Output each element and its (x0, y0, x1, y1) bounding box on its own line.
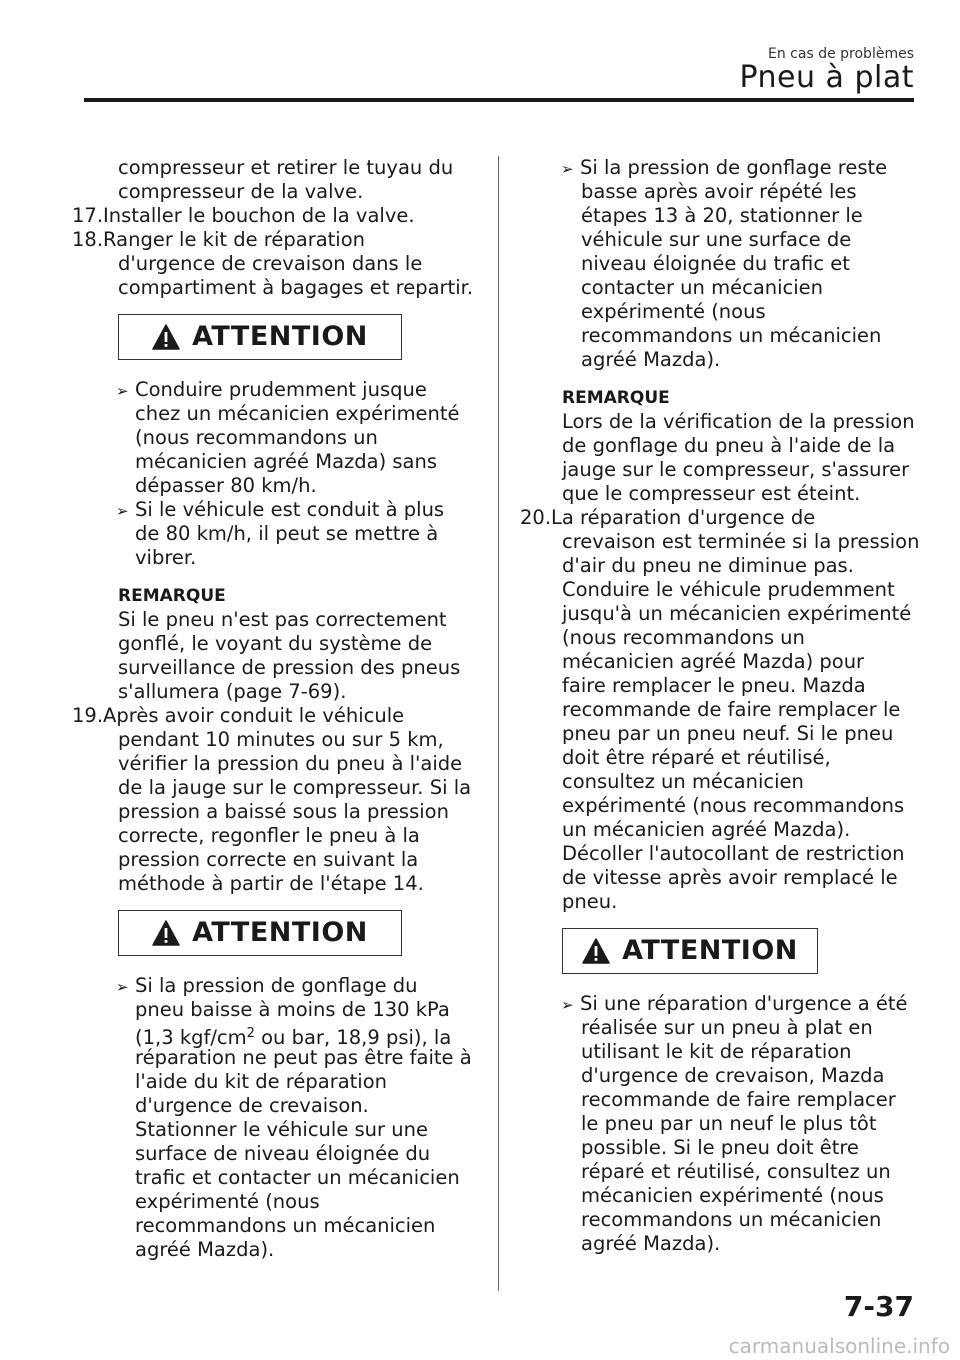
text-line: pneu par un pneu neuf. Si le pneu (562, 722, 894, 745)
bullet-item (72, 378, 472, 402)
text-line: recommandons un mécanicien (581, 324, 882, 347)
text-line: (nous recommandons un (135, 426, 378, 449)
bullet-item (72, 974, 472, 998)
text-line: niveau éloignée du trafic et (581, 252, 850, 275)
bullet-text: Si la pression de gonflage du (135, 974, 418, 997)
text-line: de gonflage du pneu à l'aide de la (562, 434, 896, 457)
text-line: basse après avoir répété les (581, 180, 857, 203)
text-line: d'urgence de crevaison dans le (118, 252, 423, 275)
text-line: utilisant le kit de réparation (581, 1040, 852, 1063)
text-line: doit être réparé et réutilisé, (562, 746, 831, 769)
text-line: jusqu'à un mécanicien expérimenté (562, 602, 912, 625)
text-line: agréé Mazda). (135, 1238, 275, 1261)
attention-box (118, 314, 402, 360)
text-line: véhicule sur une surface de (581, 228, 852, 251)
text-line: réparé et réutilisé, consultez un (581, 1160, 891, 1183)
text-line: contacter un mécanicien (581, 276, 824, 299)
left-column (72, 156, 472, 1262)
text-line: de la jauge sur le compresseur. Si la (118, 776, 472, 799)
text-line: jauge sur le compresseur, s'assurer (562, 458, 910, 481)
arrow-bullet-icon: ➢ (116, 382, 129, 400)
right-column (520, 156, 920, 1256)
attention-label: ATTENTION (192, 917, 368, 948)
watermark: carmanualsonline.info (728, 1334, 950, 1358)
spacer (72, 570, 472, 584)
step-text: Installer le bouchon de la valve. (103, 204, 415, 227)
attention-label: ATTENTION (622, 935, 798, 966)
text-line: un mécanicien agréé Mazda). (562, 818, 851, 841)
arrow-bullet-icon: ➢ (116, 978, 129, 996)
text-line: correcte, regonfler le pneu à la (118, 824, 420, 847)
text-line: consultez un mécanicien (562, 770, 804, 793)
text-line: Décoller l'autocollant de restriction (562, 842, 905, 865)
text-fragment: (1,3 kgf/cm (135, 1026, 247, 1049)
text-line: (nous recommandons un (562, 626, 805, 649)
step-number: 20. (520, 506, 552, 529)
step-number: 19. (72, 704, 104, 727)
arrow-bullet-icon: ➢ (561, 996, 574, 1014)
text-line: recommandons un mécanicien (135, 1214, 436, 1237)
step-17 (72, 204, 472, 228)
page-number: 7-37 (843, 1290, 914, 1323)
text-line: d'urgence de crevaison. (135, 1094, 369, 1117)
section-title: Pneu à plat (739, 60, 914, 95)
text-line: le pneu par un neuf le plus tôt (581, 1112, 877, 1135)
attention-box (118, 910, 402, 956)
text-line: mécanicien agréé Mazda) sans (135, 450, 438, 473)
step-19 (72, 704, 472, 728)
step-20 (520, 506, 920, 530)
text-line: Si le pneu n'est pas correctement (118, 608, 447, 631)
text-line: compartiment à bagages et repartir. (118, 276, 474, 299)
chapter-subtitle: En cas de problèmes (768, 46, 914, 62)
text-line: Stationner le véhicule sur une (135, 1118, 428, 1141)
text-line: de vitesse après avoir remplacé le (562, 866, 898, 889)
arrow-bullet-icon: ➢ (561, 160, 574, 178)
text-fragment: ou bar, 18,9 psi), la (254, 1026, 452, 1049)
text-line: mécanicien expérimenté (nous (581, 1184, 884, 1207)
page-header (0, 0, 960, 110)
text-line: d'air du pneu ne diminue pas. (562, 554, 854, 577)
bullet-text: Conduire prudemment jusque (135, 378, 427, 401)
text-line-with-superscript (72, 1022, 472, 1049)
text-line: expérimenté (nous (581, 300, 766, 323)
bullet-text: Si une réparation d'urgence a été (580, 992, 908, 1015)
superscript: 2 (246, 1026, 255, 1041)
text-line: pendant 10 minutes ou sur 5 km, (118, 728, 444, 751)
spacer (520, 372, 920, 386)
column-divider (498, 156, 499, 1291)
text-line: d'urgence de crevaison, Mazda (581, 1064, 885, 1087)
warning-triangle-icon (582, 938, 610, 964)
attention-box (562, 928, 818, 974)
text-line: trafic et contacter un mécanicien (135, 1166, 460, 1189)
text-line: expérimenté (nous (135, 1190, 320, 1213)
text-line: dépasser 80 km/h. (135, 474, 317, 497)
text-line: recommande de faire remplacer le (562, 698, 901, 721)
text-line: possible. Si le pneu doit être (581, 1136, 859, 1159)
bullet-item (520, 992, 920, 1016)
text-line: que le compresseur est éteint. (562, 482, 861, 505)
text-line: de 80 km/h, il peut se mettre à (135, 522, 439, 545)
warning-triangle-icon (152, 920, 180, 946)
text-line: pression correcte en suivant la (118, 848, 419, 871)
arrow-bullet-icon: ➢ (116, 502, 129, 520)
text-line: surface de niveau éloignée du (135, 1142, 431, 1165)
text-line: pneu. (562, 890, 618, 913)
text-line: pression a baissé sous la pression (118, 800, 449, 823)
remarque-label: REMARQUE (118, 586, 226, 606)
remarque-label: REMARQUE (562, 388, 670, 408)
text-line: chez un mécanicien expérimenté (135, 402, 460, 425)
header-rule (84, 98, 914, 102)
text-line: surveillance de pression des pneus (118, 656, 461, 679)
text-line: réparation ne peut pas être faite à (135, 1046, 472, 1069)
text-line: Lors de la vérification de la pression (562, 410, 915, 433)
text-line: crevaison est terminée si la pression (562, 530, 920, 553)
step-number: 17. (72, 204, 104, 227)
step-18 (72, 228, 472, 252)
text-line: étapes 13 à 20, stationner le (581, 204, 863, 227)
text-line: expérimenté (nous recommandons (562, 794, 905, 817)
attention-label: ATTENTION (192, 321, 368, 352)
bullet-text: Si le véhicule est conduit à plus (135, 498, 445, 521)
bullet-item (72, 498, 472, 522)
text-line: gonflé, le voyant du système de (118, 632, 433, 655)
text-line: pneu baisse à moins de 130 kPa (135, 998, 450, 1021)
warning-triangle-icon (152, 324, 180, 350)
text-line: réalisée sur un pneu à plat en (581, 1016, 873, 1039)
text-line: faire remplacer le pneu. Mazda (562, 674, 866, 697)
text-line: s'allumera (page 7-69). (118, 680, 347, 703)
text-line: vérifier la pression du pneu à l'aide (118, 752, 463, 775)
text-line: méthode à partir de l'étape 14. (118, 872, 424, 895)
text-line: recommande de faire remplacer (581, 1088, 896, 1111)
text-line: agréé Mazda). (581, 348, 721, 371)
step-text: Après avoir conduit le véhicule (103, 704, 405, 727)
bullet-text: Si la pression de gonflage reste (580, 156, 888, 179)
text-line: vibrer. (135, 546, 197, 569)
text-line: mécanicien agréé Mazda) pour (562, 650, 865, 673)
text-line: compresseur de la valve. (118, 180, 364, 203)
text-line: Conduire le véhicule prudemment (562, 578, 895, 601)
text-line: recommandons un mécanicien (581, 1208, 882, 1231)
bullet-item (520, 156, 920, 180)
text-line: l'aide du kit de réparation (135, 1070, 388, 1093)
step-number: 18. (72, 228, 104, 251)
step-text: Ranger le kit de réparation (103, 228, 366, 251)
text-line: agréé Mazda). (581, 1232, 721, 1255)
text-line: compresseur et retirer le tuyau du (118, 156, 454, 179)
step-text: La réparation d'urgence de (551, 506, 816, 529)
